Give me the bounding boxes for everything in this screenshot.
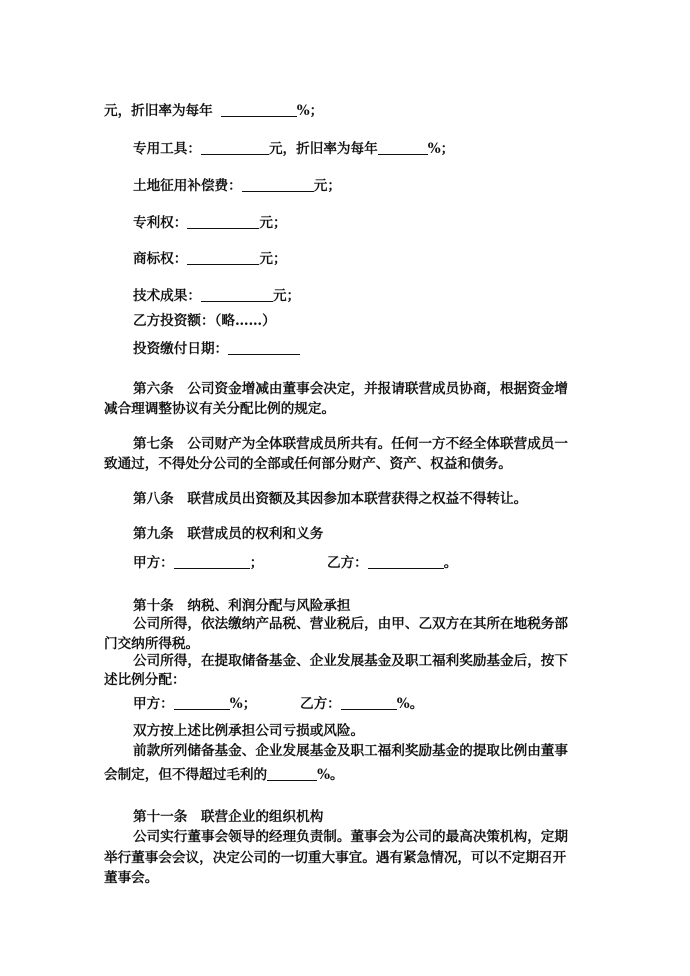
article9-party-b-blank: [368, 554, 444, 569]
article11-line3: 董事会。: [104, 870, 159, 886]
article10-p2-line2: 述比例分配：: [104, 672, 186, 688]
patent-line: 专利权： 元；: [133, 215, 287, 231]
article6-line1: 第六条 公司资金增减由董事会决定，并报请联营成员协商，根据资金增: [133, 381, 568, 397]
article10-p2-line1: 公司所得，在提取储备基金、企业发展基金及职工福利奖励基金后，按下: [133, 653, 568, 669]
article10-title: 第十条 纳税、利润分配与风险承担: [133, 598, 351, 614]
special-tools-rate-blank: [378, 140, 428, 155]
article11-line1: 公司实行董事会领导的经理负责制。董事会为公司的最高决策机构，定期: [133, 829, 568, 845]
article10-party-b-blank: [341, 695, 397, 710]
trademark-amount-blank: [187, 250, 259, 265]
article10-p4-line2: 会制定，但不得超过毛利的 %。: [104, 767, 344, 783]
article10-party-b: 乙方： %。: [300, 696, 424, 712]
article11-title: 第十一条 联营企业的组织机构: [133, 809, 324, 825]
article11-line2: 举行董事会会议，决定公司的一切重大事宜。遇有紧急情况，可以不定期召开: [104, 850, 567, 866]
article6-line2: 减合理调整协议有关分配比例的规定。: [104, 401, 336, 417]
trademark-line: 商标权： 元；: [133, 251, 287, 267]
article10-p1-line2: 门交纳所得税。: [104, 636, 200, 652]
land-compensation-blank: [242, 177, 314, 192]
article10-party-a: 甲方： %；: [133, 696, 257, 712]
article9-party-a: 甲方： ；: [133, 555, 264, 571]
article9-party-b: 乙方： 。: [327, 555, 458, 571]
article10-party-a-blank: [174, 695, 230, 710]
gross-profit-rate-blank: [267, 766, 317, 781]
patent-amount-blank: [187, 214, 259, 229]
depreciation-rate-blank: [221, 102, 297, 117]
land-compensation-line: 土地征用补偿费： 元；: [133, 178, 341, 194]
article7-line1: 第七条 公司财产为全体联营成员所共有。任何一方不经全体联营成员一: [133, 436, 568, 452]
depreciation-line: 元，折旧率为每年 %；: [104, 103, 324, 119]
tech-results-amount-blank: [201, 287, 273, 302]
payment-date-line: 投资缴付日期：: [133, 339, 300, 359]
article10-p1-line1: 公司所得，依法缴纳产品税、营业税后，由甲、乙双方在其所在地税务部: [133, 616, 568, 632]
article9-party-a-blank: [174, 554, 250, 569]
article10-p4-line1: 前款所列储备基金、企业发展基金及职工福利奖励基金的提取比例由董事: [133, 743, 568, 759]
special-tools-line: 专用工具： 元，折旧率为每年 %；: [133, 141, 455, 157]
article9-title: 第九条 联营成员的权利和义务: [133, 526, 324, 542]
article8-line1: 第八条 联营成员出资额及其因参加本联营获得之权益不得转让。: [133, 491, 528, 507]
special-tools-amount-blank: [201, 140, 269, 155]
tech-results-line: 技术成果： 元；: [133, 288, 301, 304]
payment-date-blank: [228, 340, 300, 355]
party-b-investment-line: 乙方投资额：（略……）: [133, 313, 276, 329]
article7-line2: 致通过，不得处分公司的全部或任何部分财产、资产、权益和债务。: [104, 456, 512, 472]
article10-p3: 双方按上述比例承担公司亏损或风险。: [133, 723, 365, 739]
